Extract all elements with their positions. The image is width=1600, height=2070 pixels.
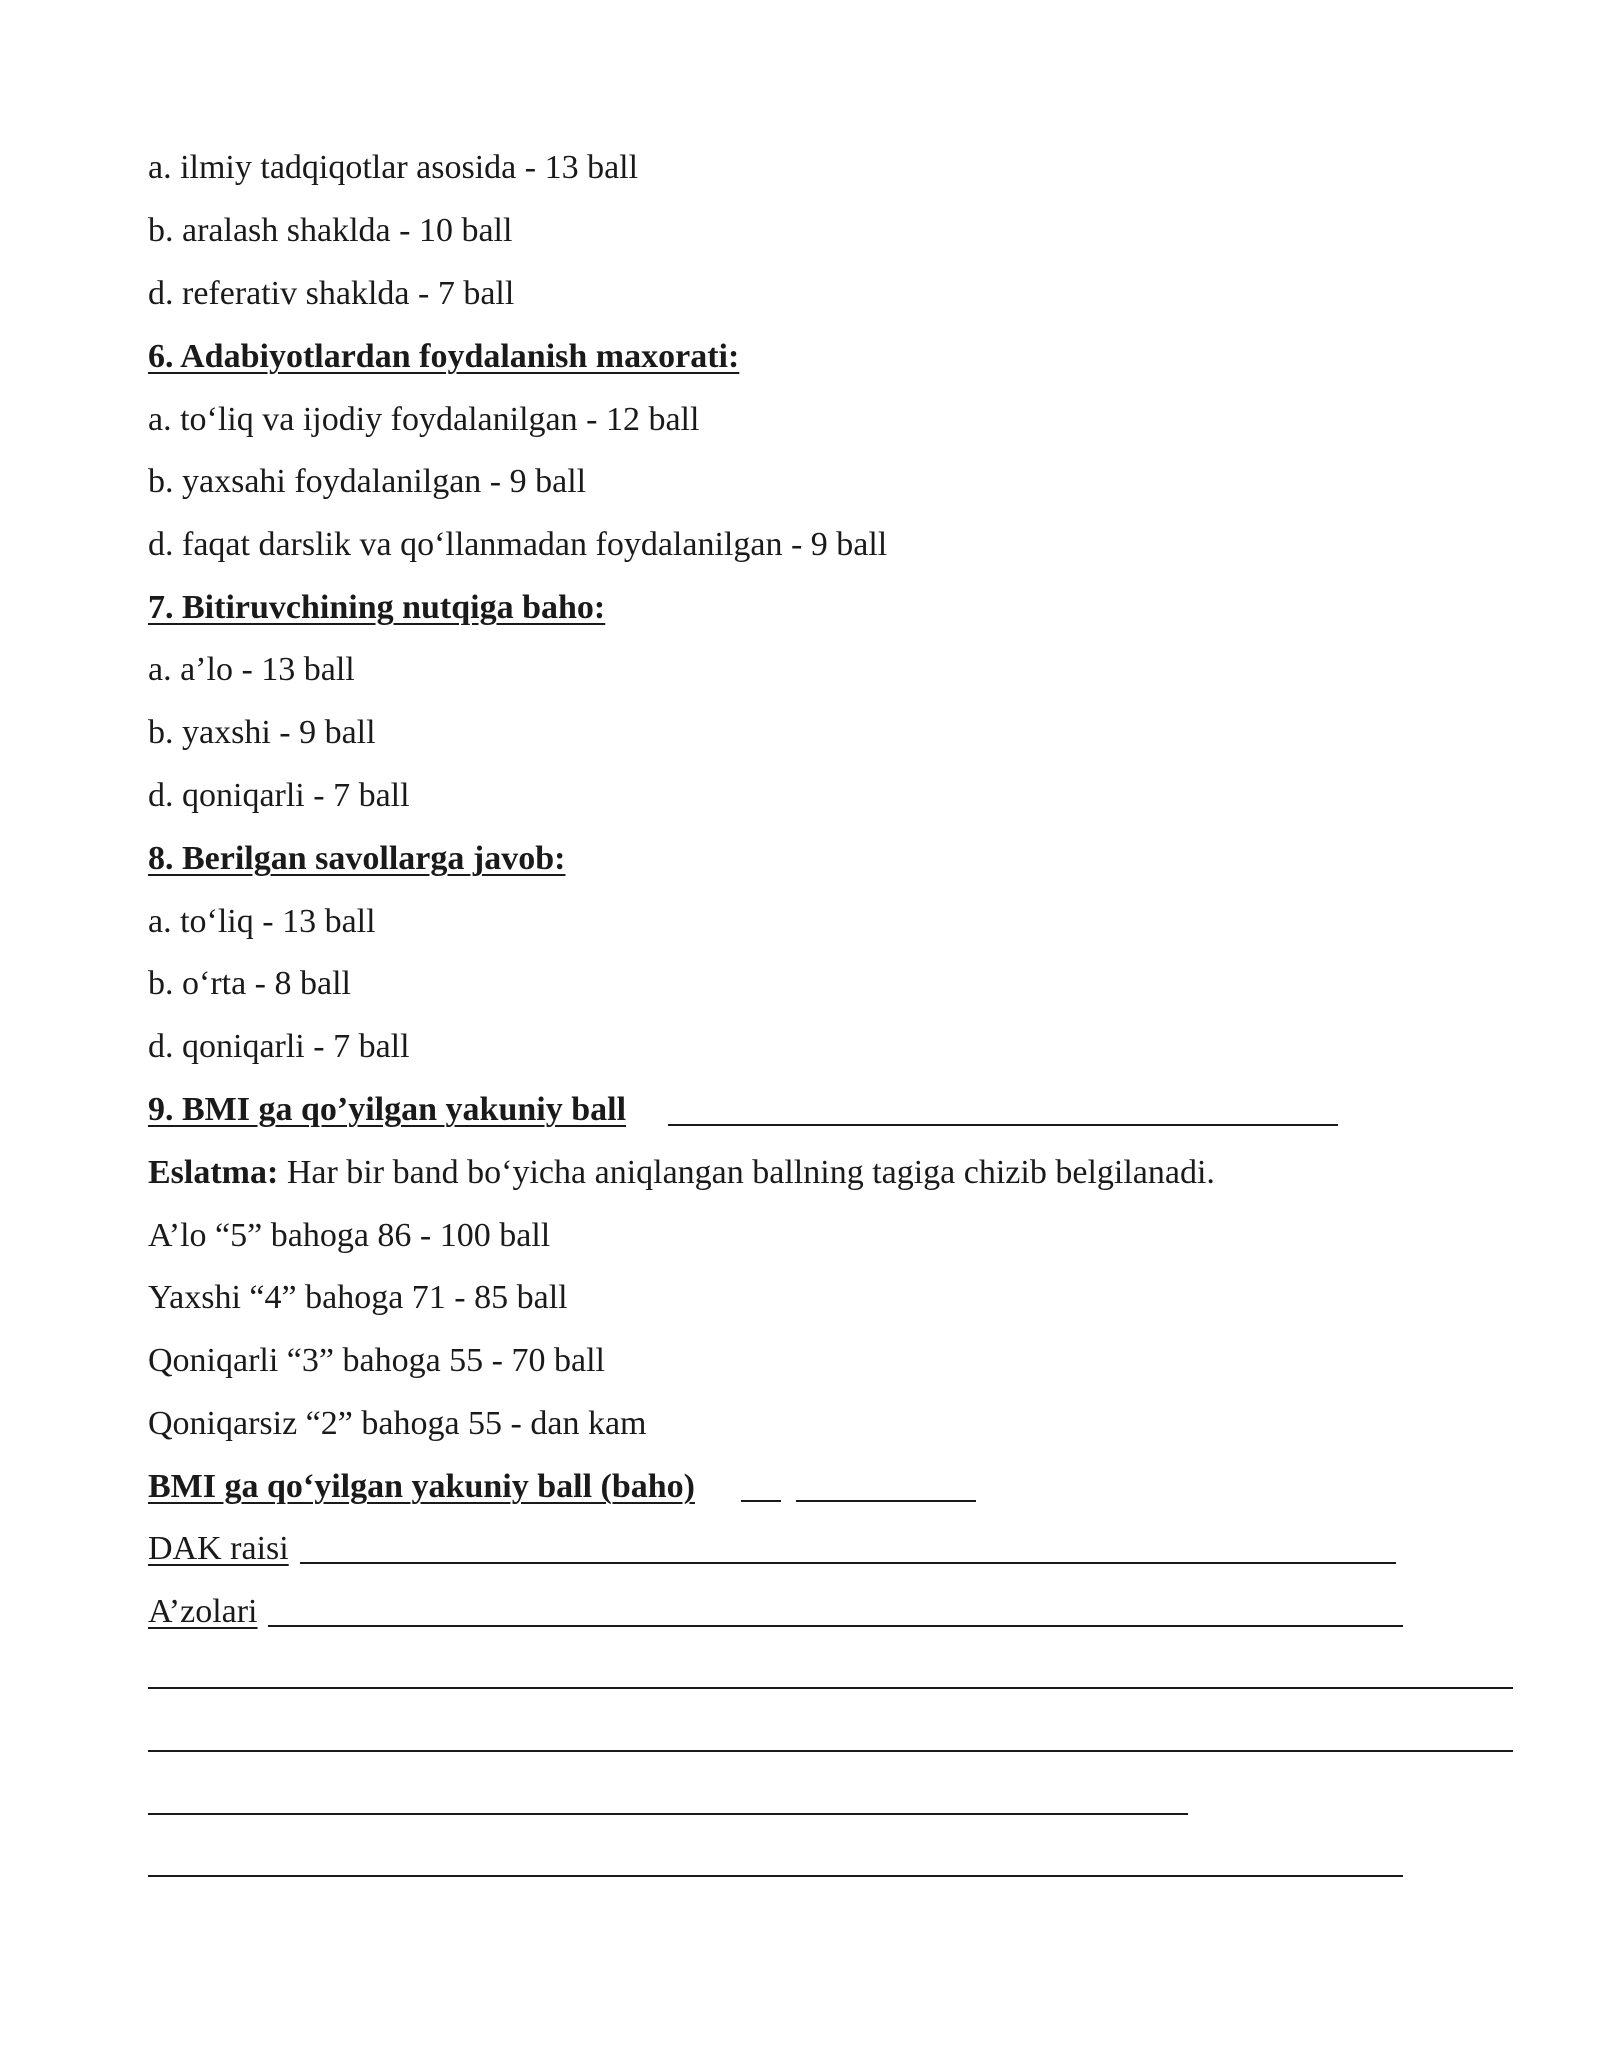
- final-grade-blank[interactable]: [796, 1500, 976, 1502]
- list-item: d. qoniqarli - 7 ball: [148, 1028, 410, 1065]
- member-signature-line[interactable]: [148, 1813, 1188, 1815]
- member-signature-line[interactable]: [148, 1687, 1513, 1689]
- list-item: d. qoniqarli - 7 ball: [148, 777, 410, 814]
- note-label: Eslatma:: [148, 1154, 279, 1191]
- list-item: a. a’lo - 13 ball: [148, 651, 355, 688]
- member-signature-line[interactable]: [148, 1750, 1513, 1752]
- list-item: a. ilmiy tadqiqotlar asosida - 13 ball: [148, 149, 639, 186]
- list-item: a. to‘liq va ijodiy foydalanilgan - 12 ball: [148, 401, 700, 438]
- chair-label: DAK raisi: [148, 1530, 289, 1567]
- list-item: d. faqat darslik va qo‘llanmadan foydalanilgan - 9 ball: [148, 526, 888, 563]
- grade-scale-item: Qoniqarsiz “2” bahoga 55 - dan kam: [148, 1405, 647, 1442]
- grade-scale-item: Yaxshi “4” bahoga 71 - 85 ball: [148, 1279, 568, 1316]
- member-signature-line[interactable]: [148, 1875, 1403, 1877]
- members-label: A’zolari: [148, 1593, 258, 1630]
- list-item: b. yaxshi - 9 ball: [148, 714, 376, 751]
- final-grade-blank-short[interactable]: [741, 1500, 781, 1502]
- list-item: b. yaxsahi foydalanilgan - 9 ball: [148, 463, 587, 500]
- list-item: a. to‘liq - 13 ball: [148, 903, 376, 940]
- note: [148, 1153, 1215, 1193]
- list-item: b. aralash shaklda - 10 ball: [148, 212, 513, 249]
- chair-signature-line[interactable]: [300, 1562, 1396, 1564]
- grade-scale-item: A’lo “5” bahoga 86 - 100 ball: [148, 1217, 551, 1254]
- member-signature-line[interactable]: [268, 1625, 1403, 1627]
- note-text: Har bir band bo‘yicha aniqlangan ballning tagiga chizib belgilanadi.: [278, 1154, 1215, 1191]
- grade-scale-item: Qoniqarli “3” bahoga 55 - 70 ball: [148, 1342, 605, 1379]
- final-score-blank[interactable]: [668, 1124, 1338, 1126]
- list-item: d. referativ shaklda - 7 ball: [148, 275, 515, 312]
- section-heading: 8. Berilgan savollarga javob:: [148, 840, 566, 877]
- list-item: b. o‘rta - 8 ball: [148, 965, 351, 1002]
- section-heading: 9. BMI ga qo’yilgan yakuniy ball: [148, 1091, 627, 1128]
- section-heading: 6. Adabiyotlardan foydalanish maxorati:: [148, 338, 740, 375]
- section-heading: 7. Bitiruvchining nutqiga baho:: [148, 589, 606, 626]
- final-grade-label: BMI ga qo‘yilgan yakuniy ball (baho): [148, 1468, 695, 1505]
